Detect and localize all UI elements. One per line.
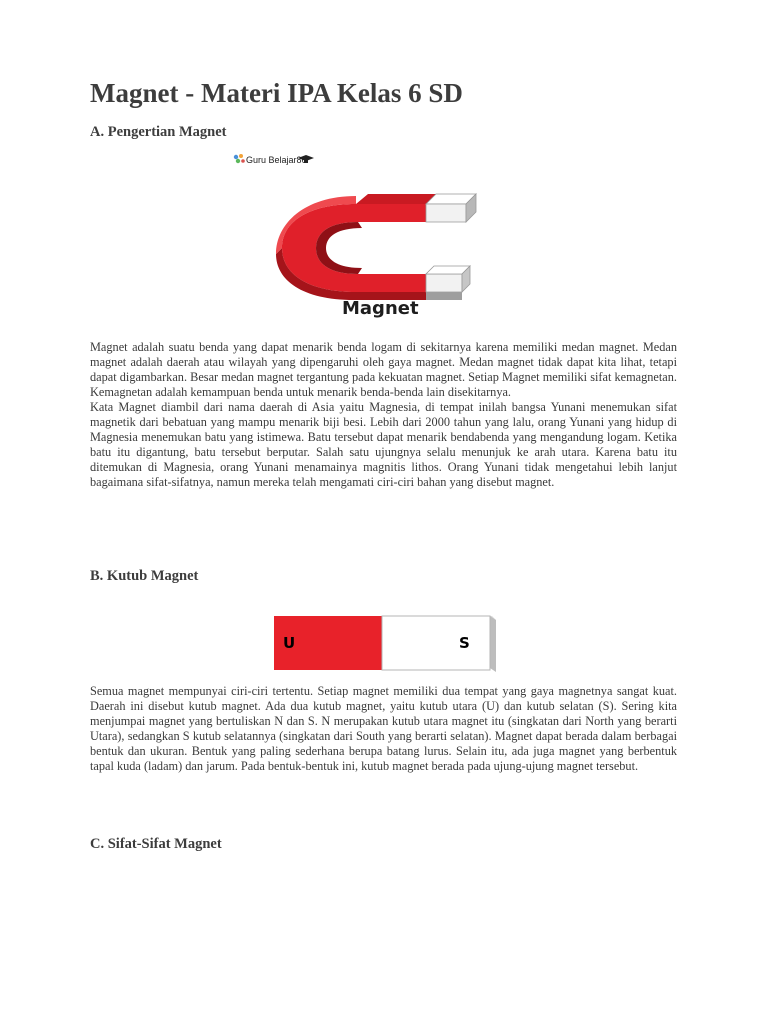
paragraph: Magnet adalah suatu benda yang dapat menarik benda logam di sekitarnya karena memiliki medan magnet. Medan magnet adalah daerah atau wilayah yang dipengaruhi oleh gaya magnet. Medan magnet tidak dapat kita lihat, tetapi dapat digambarkan. Besar medan magnet tergantung pada kekuatan magnet. Setiap Magnet memiliki sifat kemagnetan. Kemagnetan adalah kemampuan benda untuk menarik benda-benda lain disekitarnya. (90, 340, 677, 400)
north-pole-label: U (283, 634, 296, 652)
figure-caption: Magnet (342, 298, 419, 319)
section-heading-kutub: B. Kutub Magnet (90, 568, 199, 584)
bar-magnet-figure (272, 612, 498, 674)
page-title: Magnet - Materi IPA Kelas 6 SD (90, 78, 463, 108)
section-heading-sifat: C. Sifat-Sifat Magnet (90, 836, 222, 852)
section-heading-pengertian: A. Pengertian Magnet (90, 124, 227, 140)
paragraph: Kata Magnet diambil dari nama daerah di Asia yaitu Magnesia, di tempat inilah bangsa Yunani menemukan sifat magnetik dari bebatuan yang mampu menarik biji besi. Lebih dari 2000 tahun yang lalu, orang Yunani yang hidup di Magnesia menemukan batu yang istimewa. Batu tersebut dapat menarik bendabenda yang mengandung logam. Ketika batu itu digantung, batu tersebut berputar. Salah satu ujungnya selalu menunjuk ke arah utara. Karena batu itu ditemukan di Magnesia, orang Yunani menamainya magnitis lithos. Orang Yunani tidak mengetahui lebih lanjut bagaimana sifat-sifatnya, namun mereka telah mengamati ciri-ciri bahan yang disebut magnet. (90, 400, 677, 490)
horseshoe-magnet-figure (230, 152, 490, 328)
section-b-body (90, 684, 677, 774)
brand-label: Guru Belajar86 (246, 155, 307, 165)
south-pole-label: S (459, 634, 470, 652)
section-a-body (90, 340, 677, 490)
paragraph: Semua magnet mempunyai ciri-ciri tertentu. Setiap magnet memiliki dua tempat yang gaya magnetnya sangat kuat. Daerah ini disebut kutub magnet. Ada dua kutub magnet, yaitu kutub utara (U) dan kutub selatan (S). Sering kita menjumpai magnet yang bertuliskan N dan S. N merupakan kutub utara magnet itu (singkatan dari North yang berarti Utara), sedangkan S kutub selatannya (singkatan dari South yang berarti selatan). Magnet dapat berada dalam berbagai bentuk dan ukuran. Bentuk yang paling sederhana berupa batang lurus. Selain itu, ada juga magnet yang berbentuk tapal kuda (ladam) dan jarum. Pada bentuk-bentuk ini, kutub magnet berada pada ujung-ujung magnet tersebut. (90, 684, 677, 774)
